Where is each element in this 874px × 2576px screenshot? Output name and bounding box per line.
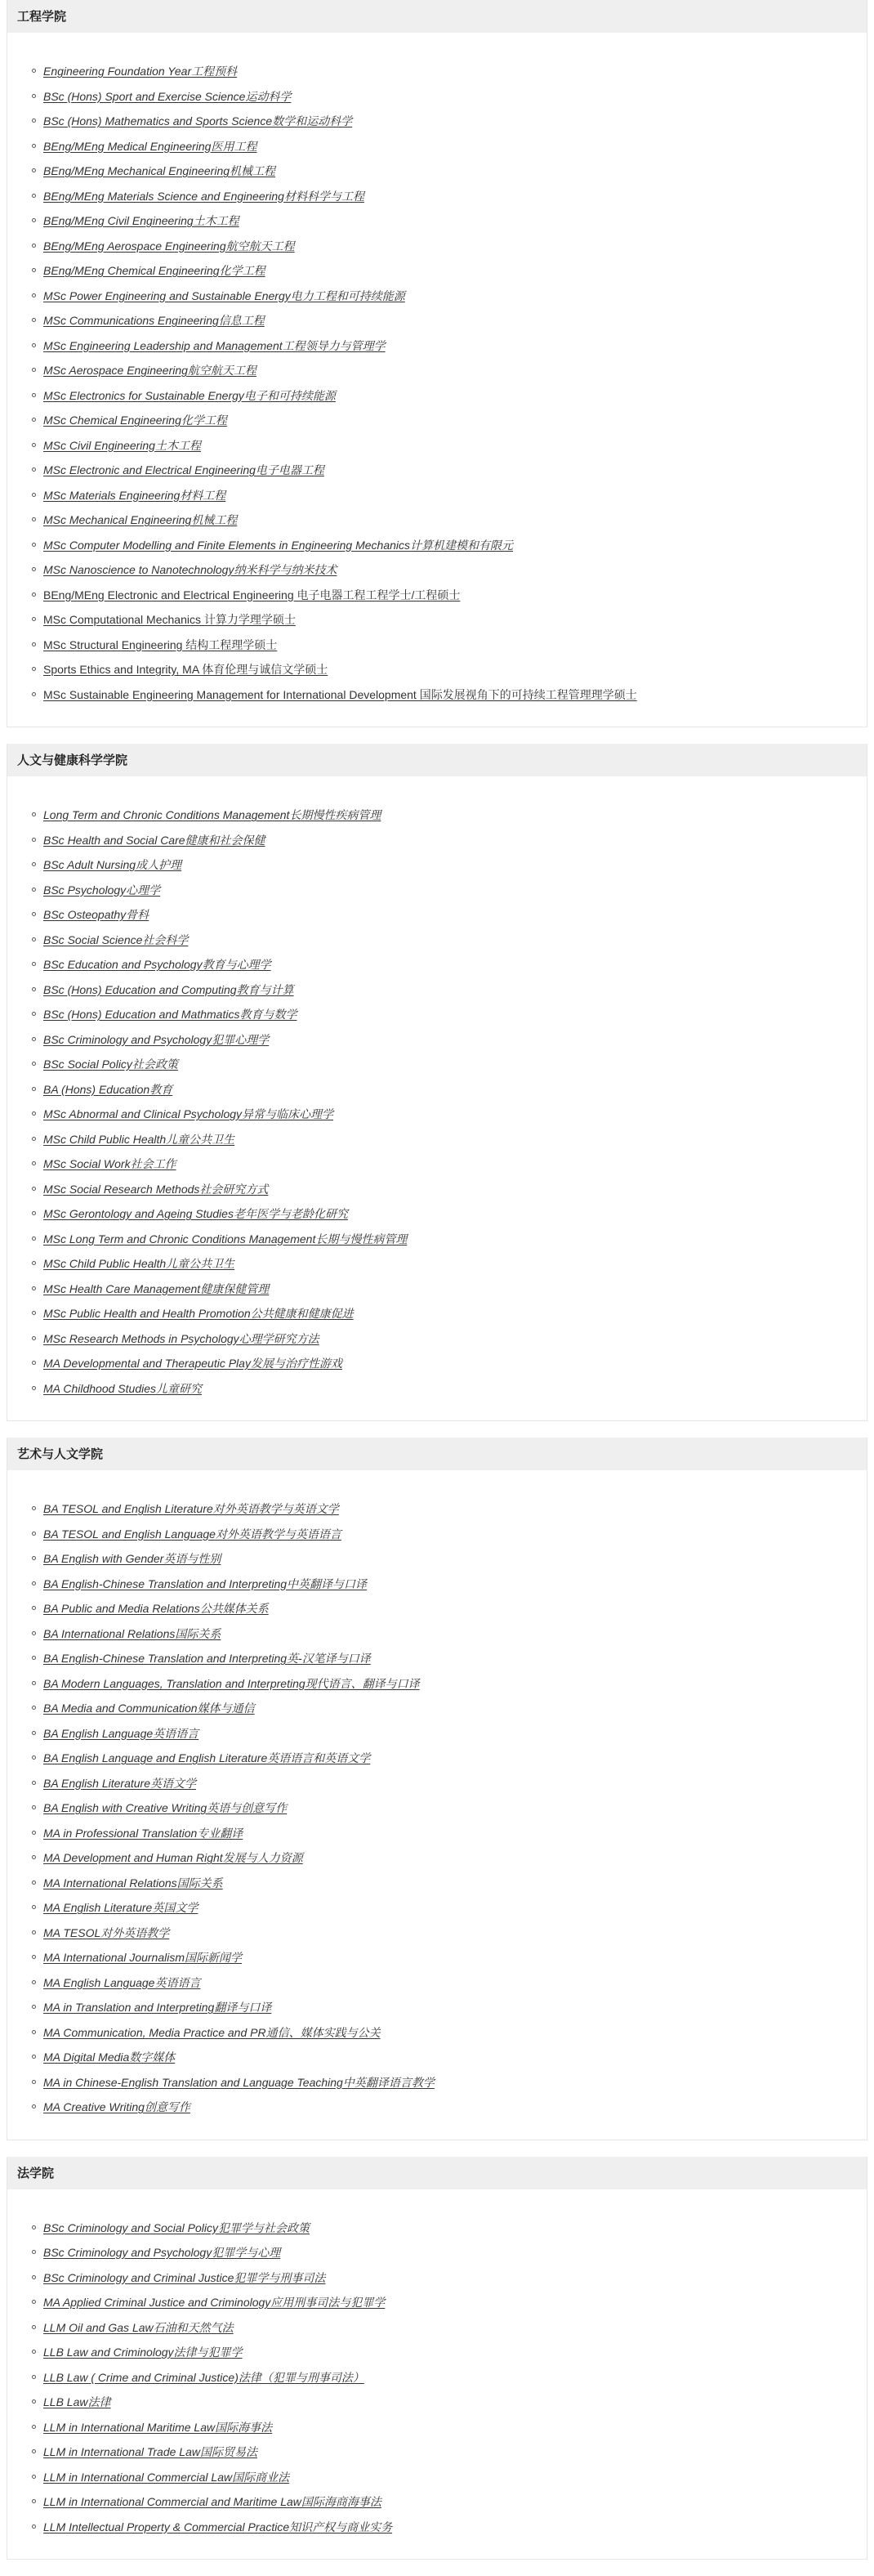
- list-item: [32, 208, 867, 234]
- circle-bullet-icon: [32, 1656, 36, 1660]
- course-link[interactable]: BSc Education and Psychology教育与心理学: [43, 958, 271, 971]
- list-item: [32, 1522, 867, 1547]
- list-item: [32, 977, 867, 1003]
- circle-bullet-icon: [32, 2475, 36, 2479]
- course-link[interactable]: MA English Language英语语言: [43, 1975, 201, 1989]
- course-link[interactable]: BA Media and Communication媒体与通信: [43, 1702, 255, 1715]
- list-item: [32, 234, 867, 259]
- circle-bullet-icon: [32, 2325, 36, 2329]
- course-link[interactable]: BA English Language and English Literature英语语言和英语文学: [43, 1751, 371, 1764]
- list-item: [32, 109, 867, 134]
- course-link[interactable]: MSc Structural Engineering 结构工程理学硕士: [43, 637, 278, 651]
- circle-bullet-icon: [32, 1187, 36, 1191]
- list-item: [32, 952, 867, 977]
- list-item: [32, 1102, 867, 1127]
- course-link[interactable]: BA Public and Media Relations公共媒体关系: [43, 1602, 269, 1615]
- course-link[interactable]: BSc Social Science社会科学: [43, 932, 189, 946]
- list-item: [32, 607, 867, 633]
- faculty-title: 法学院: [7, 2157, 867, 2189]
- circle-bullet-icon: [32, 2499, 36, 2503]
- circle-bullet-icon: [32, 2250, 36, 2254]
- course-link[interactable]: MA in Professional Translation专业翻译: [43, 1826, 243, 1840]
- circle-bullet-icon: [32, 862, 36, 866]
- faculty-title: 艺术与人文学院: [7, 1438, 867, 1470]
- course-link[interactable]: LLM in International Trade Law国际贸易法: [43, 2445, 257, 2458]
- circle-bullet-icon: [32, 1581, 36, 1585]
- course-link[interactable]: BSc (Hons) Sport and Exercise Science运动科学: [43, 89, 292, 103]
- course-link[interactable]: MSc Public Health and Health Promotion公共健康和健康促进: [43, 1307, 354, 1320]
- circle-bullet-icon: [32, 168, 36, 172]
- course-link[interactable]: MSc Nanoscience to Nanotechnology纳米科学与纳米技术: [43, 563, 337, 576]
- circle-bullet-icon: [32, 194, 36, 198]
- list-item: [32, 184, 867, 209]
- course-link[interactable]: BA English Literature英语文学: [43, 1776, 196, 1790]
- list-item: [32, 1696, 867, 1721]
- circle-bullet-icon: [32, 94, 36, 98]
- course-link[interactable]: BEng/MEng Medical Engineering医用工程: [43, 139, 257, 153]
- circle-bullet-icon: [32, 962, 36, 966]
- list-item: [32, 1496, 867, 1522]
- course-link[interactable]: MA International Relations国际关系: [43, 1876, 223, 1890]
- list-item: [32, 2070, 867, 2095]
- course-link[interactable]: MSc Power Engineering and Sustainable Energy电力工程和可持续能源: [43, 288, 405, 302]
- course-list: [7, 1470, 867, 2140]
- circle-bullet-icon: [32, 2449, 36, 2453]
- course-list: [7, 2189, 867, 2560]
- circle-bullet-icon: [32, 1012, 36, 1016]
- circle-bullet-icon: [32, 1606, 36, 1610]
- list-item: [32, 1572, 867, 1597]
- course-link[interactable]: MSc Child Public Health儿童公共卫生: [43, 1257, 235, 1270]
- circle-bullet-icon: [32, 1311, 36, 1315]
- list-item: [32, 59, 867, 84]
- course-list: [7, 776, 867, 1420]
- course-link[interactable]: BSc Adult Nursing成人护理: [43, 858, 182, 871]
- circle-bullet-icon: [32, 937, 36, 941]
- list-item: [32, 1796, 867, 1821]
- circle-bullet-icon: [32, 1211, 36, 1215]
- course-link[interactable]: MA Creative Writing创意写作: [43, 2100, 190, 2113]
- list-item: [32, 1351, 867, 1376]
- course-link[interactable]: BA Modern Languages, Translation and Interpreting现代语言、翻译与口译: [43, 1676, 420, 1690]
- circle-bullet-icon: [32, 2005, 36, 2009]
- circle-bullet-icon: [32, 1955, 36, 1959]
- list-item: [32, 483, 867, 508]
- circle-bullet-icon: [32, 1781, 36, 1785]
- circle-bullet-icon: [32, 1681, 36, 1685]
- course-link[interactable]: MA TESOL对外英语教学: [43, 1925, 170, 1939]
- list-item: [32, 2340, 867, 2365]
- list-item: [32, 1277, 867, 1302]
- circle-bullet-icon: [32, 144, 36, 148]
- course-link[interactable]: BA English with Creative Writing英语与创意写作: [43, 1801, 288, 1814]
- circle-bullet-icon: [32, 517, 36, 521]
- faculty-section: [7, 744, 867, 1421]
- course-link[interactable]: MSc Electronic and Electrical Engineering电子电器工程: [43, 463, 324, 476]
- circle-bullet-icon: [32, 1161, 36, 1165]
- list-item: [32, 1845, 867, 1871]
- course-link[interactable]: BSc Criminology and Psychology犯罪学与心理: [43, 2246, 281, 2259]
- circle-bullet-icon: [32, 1261, 36, 1265]
- circle-bullet-icon: [32, 2300, 36, 2304]
- list-item: [32, 1995, 867, 2020]
- course-link[interactable]: BSc Criminology and Psychology犯罪心理学: [43, 1032, 270, 1046]
- circle-bullet-icon: [32, 1930, 36, 1934]
- course-link[interactable]: BEng/MEng Aerospace Engineering航空航天工程: [43, 239, 295, 253]
- circle-bullet-icon: [32, 69, 36, 73]
- course-link[interactable]: LLB Law ( Crime and Criminal Justice)法律（犯罪与刑事司法）: [43, 2370, 364, 2384]
- course-link[interactable]: MSc Materials Engineering材料工程: [43, 488, 226, 502]
- list-item: [32, 2240, 867, 2265]
- course-link[interactable]: MSc Sustainable Engineering Management for International Development 国际发展视角下的可持续工程管理理学硕士: [43, 687, 637, 701]
- course-link[interactable]: BSc Psychology心理学: [43, 883, 161, 897]
- list-item: [32, 2465, 867, 2490]
- circle-bullet-icon: [32, 692, 36, 696]
- circle-bullet-icon: [32, 1087, 36, 1091]
- course-link[interactable]: MSc Communications Engineering信息工程: [43, 314, 265, 327]
- circle-bullet-icon: [32, 617, 36, 621]
- circle-bullet-icon: [32, 1111, 36, 1116]
- list-item: [32, 657, 867, 682]
- circle-bullet-icon: [32, 912, 36, 916]
- circle-bullet-icon: [32, 1805, 36, 1809]
- circle-bullet-icon: [32, 2275, 36, 2279]
- course-link[interactable]: MSc Social Work社会工作: [43, 1157, 176, 1170]
- list-item: [32, 2390, 867, 2415]
- course-link[interactable]: BSc (Hons) Mathematics and Sports Science数学和运动科学: [43, 114, 353, 127]
- list-item: [32, 1376, 867, 1402]
- circle-bullet-icon: [32, 318, 36, 322]
- list-item: [32, 284, 867, 309]
- list-item: [32, 84, 867, 110]
- circle-bullet-icon: [32, 467, 36, 472]
- course-link[interactable]: BEng/MEng Electronic and Electrical Engineering 电子电器工程工程学士/工程硕士: [43, 588, 461, 602]
- list-item: [32, 1546, 867, 1572]
- course-link[interactable]: BSc Social Policy社会政策: [43, 1058, 178, 1071]
- course-link[interactable]: MA in Chinese-English Translation and Language Teaching中英翻译语言教学: [43, 2075, 435, 2089]
- list-item: [32, 358, 867, 383]
- course-link[interactable]: MSc Health Care Management健康保健管理: [43, 1281, 270, 1295]
- circle-bullet-icon: [32, 493, 36, 497]
- course-link[interactable]: MSc Social Research Methods社会研究方式: [43, 1182, 269, 1196]
- circle-bullet-icon: [32, 2030, 36, 2034]
- course-link[interactable]: Sports Ethics and Integrity, MA 体育伦理与诚信文学硕士: [43, 663, 328, 676]
- course-link[interactable]: BA TESOL and English Language对外英语教学与英语语言: [43, 1527, 341, 1541]
- course-link[interactable]: BEng/MEng Materials Science and Engineering材料科学与工程: [43, 189, 364, 203]
- list-item: [32, 533, 867, 558]
- course-link[interactable]: MA Developmental and Therapeutic Play发展与治疗性游戏: [43, 1357, 342, 1370]
- circle-bullet-icon: [32, 593, 36, 597]
- circle-bullet-icon: [32, 1706, 36, 1710]
- list-item: [32, 2045, 867, 2070]
- circle-bullet-icon: [32, 642, 36, 646]
- list-item: [32, 557, 867, 583]
- course-link[interactable]: BA English-Chinese Translation and Interpreting英-汉笔译与口译: [43, 1652, 371, 1665]
- circle-bullet-icon: [32, 2104, 36, 2109]
- course-link[interactable]: LLM Intellectual Property & Commercial Practice知识产权与商业实务: [43, 2520, 393, 2534]
- list-item: [32, 134, 867, 159]
- course-link[interactable]: MSc Gerontology and Ageing Studies老年医学与老龄化研究: [43, 1207, 348, 1220]
- list-item: [32, 1201, 867, 1227]
- list-item: [32, 902, 867, 928]
- circle-bullet-icon: [32, 1386, 36, 1390]
- circle-bullet-icon: [32, 1286, 36, 1290]
- circle-bullet-icon: [32, 987, 36, 991]
- circle-bullet-icon: [32, 1361, 36, 1365]
- list-item: [32, 1251, 867, 1277]
- circle-bullet-icon: [32, 343, 36, 347]
- circle-bullet-icon: [32, 812, 36, 816]
- circle-bullet-icon: [32, 1631, 36, 1635]
- list-item: [32, 1326, 867, 1352]
- list-item: [32, 1821, 867, 1846]
- circle-bullet-icon: [32, 393, 36, 397]
- list-item: [32, 2020, 867, 2046]
- list-item: [32, 408, 867, 433]
- course-link[interactable]: BSc Criminology and Criminal Justice犯罪学与刑事司法: [43, 2270, 326, 2284]
- circle-bullet-icon: [32, 543, 36, 547]
- list-item: [32, 433, 867, 458]
- circle-bullet-icon: [32, 888, 36, 892]
- list-item: [32, 1871, 867, 1896]
- course-link[interactable]: BSc Health and Social Care健康和社会保健: [43, 833, 265, 847]
- list-item: [32, 803, 867, 828]
- circle-bullet-icon: [32, 1137, 36, 1141]
- list-item: [32, 383, 867, 409]
- course-link[interactable]: MSc Chemical Engineering化学工程: [43, 414, 227, 427]
- course-link[interactable]: BSc Osteopathy骨科: [43, 908, 149, 921]
- list-item: [32, 878, 867, 903]
- course-link[interactable]: BEng/MEng Chemical Engineering化学工程: [43, 264, 265, 277]
- course-link[interactable]: BA English-Chinese Translation and Interpreting中英翻译与口译: [43, 1576, 368, 1590]
- faculty-section: [7, 1438, 867, 2140]
- circle-bullet-icon: [32, 2055, 36, 2059]
- list-item: [32, 1152, 867, 1177]
- circle-bullet-icon: [32, 2525, 36, 2529]
- faculty-section: [7, 2157, 867, 2560]
- course-link[interactable]: MA Applied Criminal Justice and Criminology应用刑事司法与犯罪学: [43, 2296, 386, 2309]
- list-item: [32, 258, 867, 284]
- circle-bullet-icon: [32, 418, 36, 422]
- list-item: [32, 1621, 867, 1647]
- circle-bullet-icon: [32, 1831, 36, 1835]
- circle-bullet-icon: [32, 1237, 36, 1241]
- list-item: [32, 308, 867, 333]
- course-link[interactable]: MA English Literature英国文学: [43, 1901, 198, 1914]
- circle-bullet-icon: [32, 1037, 36, 1041]
- list-item: [32, 682, 867, 708]
- list-item: [32, 828, 867, 853]
- list-item: [32, 633, 867, 658]
- course-link[interactable]: LLB Law法律: [43, 2395, 111, 2408]
- course-link[interactable]: LLB Law and Criminology法律与犯罪学: [43, 2346, 243, 2359]
- circle-bullet-icon: [32, 443, 36, 447]
- list-item: [32, 1721, 867, 1746]
- course-link[interactable]: MA Development and Human Right发展与人力资源: [43, 1851, 303, 1864]
- course-link[interactable]: BSc (Hons) Education and Computing教育与计算: [43, 982, 294, 996]
- list-item: [32, 333, 867, 359]
- circle-bullet-icon: [32, 1062, 36, 1066]
- circle-bullet-icon: [32, 1905, 36, 1909]
- circle-bullet-icon: [32, 2225, 36, 2229]
- course-link[interactable]: MSc Aerospace Engineering航空航天工程: [43, 364, 256, 377]
- circle-bullet-icon: [32, 667, 36, 671]
- course-link[interactable]: BA (Hons) Education教育: [43, 1082, 173, 1096]
- course-link[interactable]: MSc Mechanical Engineering机械工程: [43, 513, 238, 526]
- course-link[interactable]: BA TESOL and English Literature对外英语教学与英语文学: [43, 1502, 339, 1515]
- list-item: [32, 852, 867, 878]
- circle-bullet-icon: [32, 1855, 36, 1859]
- list-item: [32, 1227, 867, 1252]
- circle-bullet-icon: [32, 293, 36, 297]
- list-item: [32, 2265, 867, 2291]
- list-item: [32, 1895, 867, 1921]
- list-item: [32, 583, 867, 608]
- course-link[interactable]: MSc Engineering Leadership and Management工程领导力与管理学: [43, 338, 386, 352]
- course-link[interactable]: MA Digital Media数字媒体: [43, 2051, 176, 2064]
- course-link[interactable]: BA English with Gender英语与性别: [43, 1552, 221, 1565]
- circle-bullet-icon: [32, 268, 36, 272]
- course-link[interactable]: LLM in International Commercial and Maritime Law国际海商海事法: [43, 2495, 381, 2508]
- list-item: [32, 159, 867, 184]
- circle-bullet-icon: [32, 2399, 36, 2404]
- course-link[interactable]: Long Term and Chronic Conditions Management长期慢性疾病管理: [43, 808, 381, 821]
- list-item: [32, 928, 867, 953]
- circle-bullet-icon: [32, 1755, 36, 1760]
- course-link[interactable]: MA International Journalism国际新闻学: [43, 1951, 243, 1964]
- list-item: [32, 2415, 867, 2440]
- course-link[interactable]: BSc (Hons) Education and Mathmatics教育与数学: [43, 1008, 297, 1021]
- list-item: [32, 1771, 867, 1796]
- circle-bullet-icon: [32, 1881, 36, 1885]
- circle-bullet-icon: [32, 1532, 36, 1536]
- circle-bullet-icon: [32, 218, 36, 222]
- list-item: [32, 1177, 867, 1202]
- circle-bullet-icon: [32, 2080, 36, 2084]
- list-item: [32, 1301, 867, 1326]
- list-item: [32, 1671, 867, 1697]
- course-link[interactable]: BEng/MEng Mechanical Engineering机械工程: [43, 164, 276, 177]
- list-item: [32, 1921, 867, 1946]
- list-item: [32, 2515, 867, 2540]
- course-link[interactable]: LLM Oil and Gas Law石油和天然气法: [43, 2320, 234, 2334]
- list-item: [32, 1002, 867, 1027]
- circle-bullet-icon: [32, 838, 36, 842]
- circle-bullet-icon: [32, 2375, 36, 2379]
- list-item: [32, 2216, 867, 2241]
- course-link[interactable]: MSc Civil Engineering土木工程: [43, 438, 201, 452]
- course-link[interactable]: MA in Translation and Interpreting翻译与口译: [43, 2001, 272, 2014]
- course-link[interactable]: MSc Electronics for Sustainable Energy电子和可持续能源: [43, 388, 336, 402]
- list-item: [32, 2489, 867, 2515]
- list-item: [32, 1970, 867, 1996]
- faculty-title: 人文与健康科学学院: [7, 744, 867, 776]
- circle-bullet-icon: [32, 567, 36, 571]
- circle-bullet-icon: [32, 1731, 36, 1735]
- course-link[interactable]: MSc Abnormal and Clinical Psychology异常与临床心理学: [43, 1107, 334, 1120]
- list-item: [32, 1027, 867, 1053]
- course-list: [7, 33, 867, 727]
- list-item: [32, 2095, 867, 2120]
- list-item: [32, 1746, 867, 1771]
- course-link[interactable]: MSc Research Methods in Psychology心理学研究方法: [43, 1331, 319, 1345]
- circle-bullet-icon: [32, 244, 36, 248]
- list-item: [32, 1596, 867, 1621]
- course-link[interactable]: Engineering Foundation Year工程预科: [43, 65, 238, 78]
- list-item: [32, 1127, 867, 1152]
- list-item: [32, 1052, 867, 1077]
- list-item: [32, 2290, 867, 2315]
- circle-bullet-icon: [32, 1556, 36, 1560]
- course-link[interactable]: MSc Computer Modelling and Finite Elements in Engineering Mechanics计算机建模和有限元: [43, 538, 513, 552]
- circle-bullet-icon: [32, 1980, 36, 1984]
- circle-bullet-icon: [32, 368, 36, 372]
- list-item: [32, 1077, 867, 1102]
- circle-bullet-icon: [32, 119, 36, 123]
- course-link[interactable]: MA Childhood Studies儿童研究: [43, 1381, 203, 1395]
- course-link[interactable]: MSc Long Term and Chronic Conditions Management长期与慢性病管理: [43, 1232, 408, 1246]
- list-item: [32, 458, 867, 483]
- list-item: [32, 2365, 867, 2390]
- course-link[interactable]: MA Communication, Media Practice and PR通信、媒体实践与公关: [43, 2025, 381, 2039]
- course-link[interactable]: MSc Child Public Health儿童公共卫生: [43, 1132, 235, 1146]
- list-item: [32, 508, 867, 533]
- faculty-section: [7, 0, 867, 727]
- course-link[interactable]: BSc Criminology and Social Policy犯罪学与社会政策: [43, 2220, 310, 2234]
- circle-bullet-icon: [32, 2350, 36, 2354]
- list-item: [32, 1945, 867, 1970]
- course-link[interactable]: LLM in International Commercial Law国际商业法: [43, 2470, 290, 2484]
- list-item: [32, 2315, 867, 2341]
- circle-bullet-icon: [32, 1506, 36, 1510]
- list-item: [32, 2440, 867, 2465]
- course-link[interactable]: BEng/MEng Civil Engineering土木工程: [43, 214, 239, 227]
- list-item: [32, 1646, 867, 1671]
- course-link[interactable]: MSc Computational Mechanics 计算力学理学硕士: [43, 613, 296, 626]
- course-link[interactable]: LLM in International Maritime Law国际海事法: [43, 2420, 273, 2434]
- circle-bullet-icon: [32, 2425, 36, 2429]
- circle-bullet-icon: [32, 1336, 36, 1340]
- course-link[interactable]: BA International Relations国际关系: [43, 1626, 221, 1640]
- faculty-title: 工程学院: [7, 0, 867, 33]
- course-link[interactable]: BA English Language英语语言: [43, 1726, 199, 1740]
